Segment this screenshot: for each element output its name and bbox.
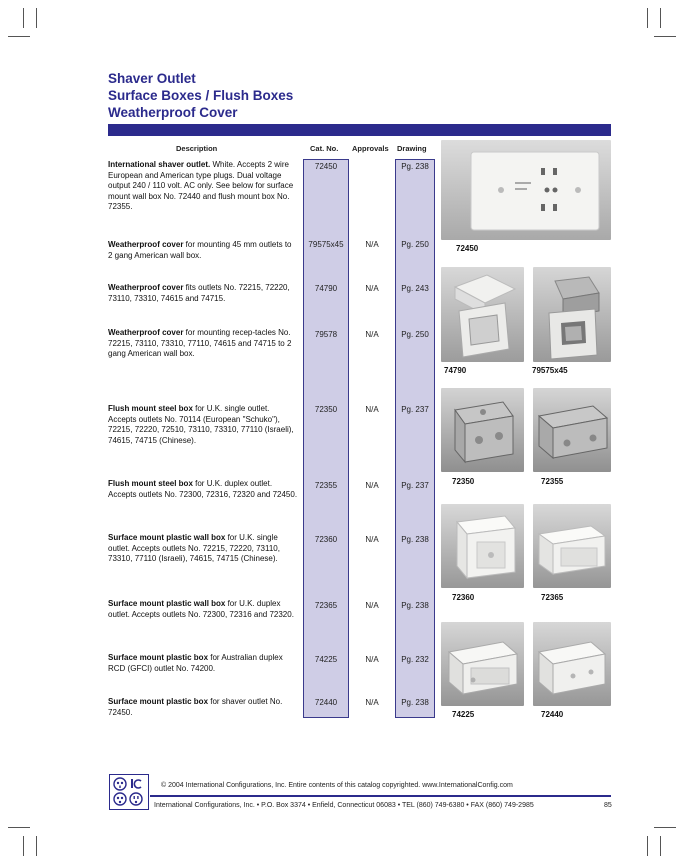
row-cat-no: 72440 <box>314 698 338 707</box>
crop-mark <box>23 8 24 28</box>
footer-rule <box>150 795 611 797</box>
row-cat-no: 72355 <box>314 481 338 490</box>
row-drawing: Pg. 250 <box>401 240 429 249</box>
row-approvals: N/A <box>365 698 379 707</box>
table-row <box>108 240 298 261</box>
row-cat-no: 79578 <box>314 330 338 339</box>
row-name: Surface mount plastic wall box <box>108 599 226 608</box>
row-text: for mounting 45 mm outlets to 2 gang American wall box. <box>108 240 292 260</box>
crop-mark <box>647 8 648 28</box>
row-cat-no: 74790 <box>314 284 338 293</box>
title-line-1: Shaver Outlet <box>108 71 196 86</box>
row-name: International shaver outlet. <box>108 160 211 169</box>
header-drawing: Drawing <box>397 144 427 153</box>
weatherproof-cover-photo <box>441 267 524 362</box>
row-name: Surface mount plastic wall box <box>108 533 226 542</box>
caption-74225: 74225 <box>452 710 475 719</box>
row-text: for U.K. duplex outlet. Accepts outlets No. 72300, 72316, 72320 and 72450. <box>108 479 298 499</box>
caption-72365: 72365 <box>541 593 564 602</box>
table-row <box>108 479 298 500</box>
crop-mark <box>36 8 37 28</box>
row-approvals: N/A <box>365 655 379 664</box>
table-row <box>108 160 298 213</box>
steel-box-duplex-photo <box>533 388 611 472</box>
row-name: Weatherproof cover <box>108 283 184 292</box>
row-drawing: Pg. 238 <box>401 601 429 610</box>
row-name: Surface mount plastic box <box>108 653 209 662</box>
company-logo <box>109 774 149 810</box>
row-text: for U.K. single outlet. Accepts outlets No. 72215, 72220, 73110, 73310, 77110 (Israeli), 74615, 74715 (Chinese). <box>108 533 280 563</box>
row-text: for U.K. duplex outlet. Accepts outlets No. 72300, 72316 and 72320. <box>108 599 294 619</box>
crop-mark <box>8 827 30 828</box>
caption-72360: 72360 <box>452 593 475 602</box>
crop-mark <box>23 836 24 856</box>
header-approvals: Approvals <box>352 144 389 153</box>
row-cat-no: 74225 <box>314 655 338 664</box>
row-text: for U.K. single outlet. Accepts outlets No. 70114 (European "Schuko"), 72215, 72220, 72510, 73110, 73310, 77110 (Israeli), 74615, 74715 (Chinese). <box>108 404 294 445</box>
row-drawing: Pg. 237 <box>401 481 429 490</box>
shaver-box-photo <box>533 622 611 706</box>
row-approvals: N/A <box>365 330 379 339</box>
row-text: for mounting recep-tacles No. 72215, 73110, 73310, 77110, 74615 and 74715 to 2 gang American wall box. <box>108 328 292 358</box>
row-drawing: Pg. 243 <box>401 284 429 293</box>
row-drawing: Pg. 238 <box>401 162 429 171</box>
table-row <box>108 328 298 360</box>
steel-box-single-photo <box>441 388 524 472</box>
row-approvals: N/A <box>365 535 379 544</box>
crop-mark <box>660 836 661 856</box>
title-line-2: Surface Boxes / Flush Boxes <box>108 88 294 103</box>
caption-72350: 72350 <box>452 477 475 486</box>
plastic-box-duplex-photo <box>533 504 611 588</box>
page-number: 85 <box>604 802 612 809</box>
row-drawing: Pg. 232 <box>401 655 429 664</box>
title-rule <box>108 124 611 136</box>
row-name: Flush mount steel box <box>108 479 193 488</box>
row-name: Weatherproof cover <box>108 240 184 249</box>
row-drawing: Pg. 238 <box>401 535 429 544</box>
row-cat-no: 79575x45 <box>308 240 344 249</box>
row-approvals: N/A <box>365 240 379 249</box>
header-cat-no: Cat. No. <box>310 144 339 153</box>
crop-mark <box>654 827 676 828</box>
row-approvals: N/A <box>365 481 379 490</box>
row-cat-no: 72350 <box>314 405 338 414</box>
australian-box-photo <box>441 622 524 706</box>
row-drawing: Pg. 237 <box>401 405 429 414</box>
plastic-box-single-photo <box>441 504 524 588</box>
row-approvals: N/A <box>365 405 379 414</box>
row-name: Flush mount steel box <box>108 404 193 413</box>
crop-mark <box>36 836 37 856</box>
row-drawing: Pg. 250 <box>401 330 429 339</box>
row-text: for shaver outlet No. 72450. <box>108 697 283 717</box>
table-row <box>108 533 298 565</box>
crop-mark <box>8 36 30 37</box>
row-approvals: N/A <box>365 601 379 610</box>
crop-mark <box>660 8 661 28</box>
caption-72440: 72440 <box>541 710 564 719</box>
header-description: Description <box>176 144 218 153</box>
row-text: fits outlets No. 72215, 72220, 73110, 73310, 74615 and 74715. <box>108 283 290 303</box>
row-drawing: Pg. 238 <box>401 698 429 707</box>
crop-mark <box>647 836 648 856</box>
page-title <box>108 70 293 121</box>
footer-address: International Configurations, Inc. • P.O. Box 3374 • Enfield, Connecticut 06083 • TEL (860) 749-6380 • FAX (860) 749-2985 <box>154 802 534 809</box>
row-cat-no: 72450 <box>314 162 338 171</box>
table-row <box>108 283 298 304</box>
crop-mark <box>654 36 676 37</box>
row-name: Weatherproof cover <box>108 328 184 337</box>
table-row <box>108 653 298 674</box>
row-text: White. Accepts 2 wire European and American type plugs. Dual voltage output 240 / 110 volt. AC only. See below for surface mount wall box No. 72440 and flush mount box No. 72355. <box>108 160 294 211</box>
title-line-3: Weatherproof Cover <box>108 105 238 120</box>
row-approvals: N/A <box>365 284 379 293</box>
table-row <box>108 404 298 446</box>
caption-79575x45: 79575x45 <box>532 366 568 375</box>
row-name: Surface mount plastic box <box>108 697 209 706</box>
row-cat-no: 72360 <box>314 535 338 544</box>
row-cat-no: 72365 <box>314 601 338 610</box>
row-text: for Australian duplex RCD (GFCI) outlet No. 74200. <box>108 653 283 673</box>
weatherproof-cover-photo <box>533 267 611 362</box>
caption-74790: 74790 <box>444 366 467 375</box>
caption-72355: 72355 <box>541 477 564 486</box>
shaver-outlet-photo <box>441 140 611 240</box>
table-row <box>108 697 298 718</box>
table-row <box>108 599 298 620</box>
footer-copyright: © 2004 International Configurations, Inc. Entire contents of this catalog copyrighted. www.InternationalConfig.com <box>161 782 513 789</box>
caption-72450: 72450 <box>456 244 479 253</box>
